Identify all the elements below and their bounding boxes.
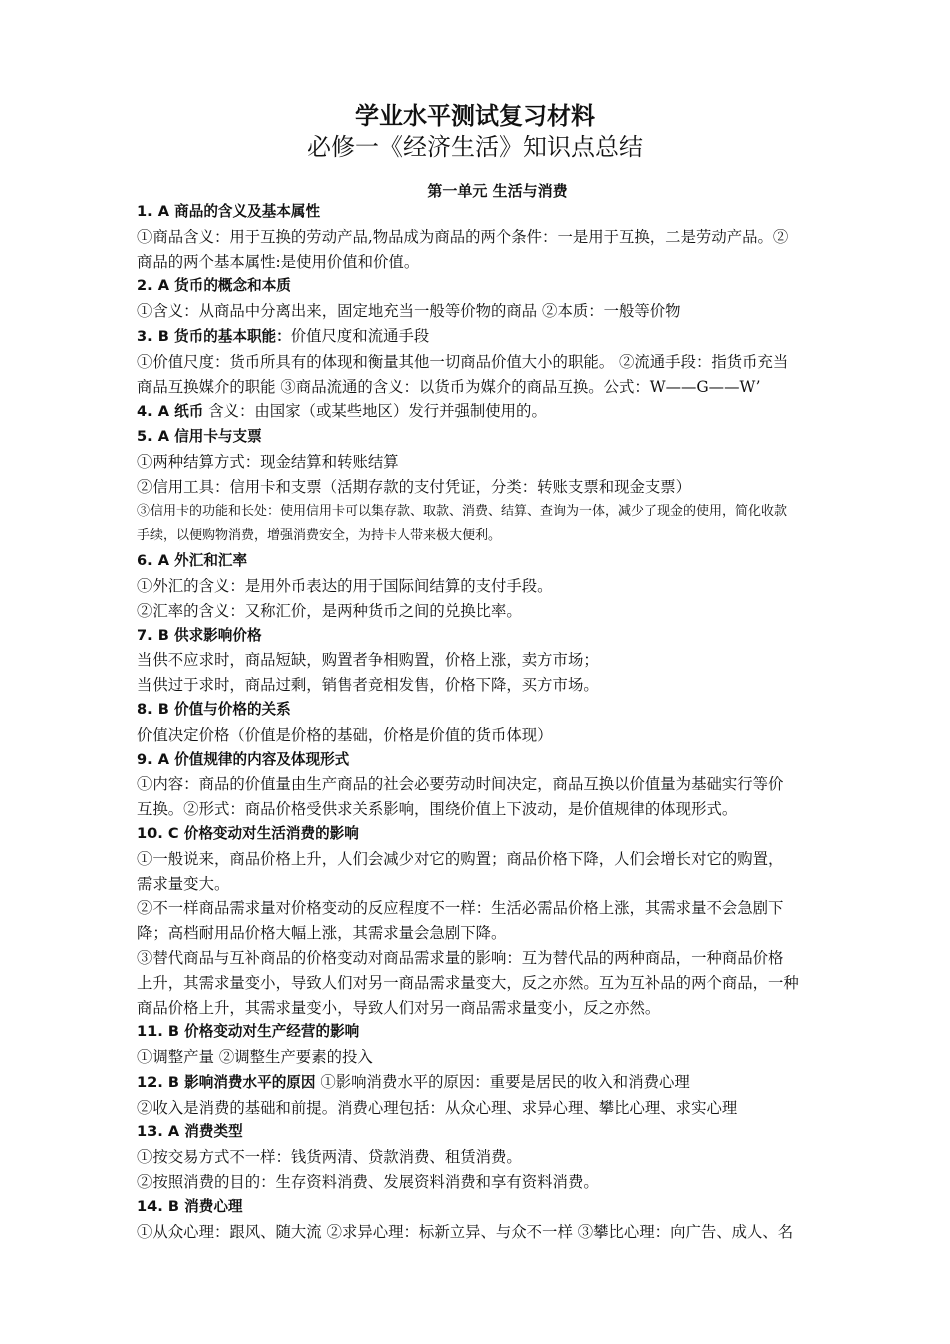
section-text-line: 商品互换媒介的职能 ③商品流通的含义：以货币为媒介的商品互换。公式：W——G——W’ (137, 377, 761, 396)
section-text-line: ①外汇的含义：是用外币表达的用于国际间结算的支付手段。 (137, 576, 553, 595)
section-heading (137, 200, 867, 225)
doc-title: 学业水平测试复习材料 (355, 102, 595, 130)
section-heading (137, 324, 867, 350)
section-heading (137, 274, 867, 299)
section-text-line: ②汇率的含义：又称汇价，是两种货币之间的兑换比率。 (137, 601, 522, 620)
section-heading-label: 3. B 货币的基本职能： (137, 327, 291, 345)
section-heading (137, 1070, 867, 1096)
section-note-line: 手续，以便购物消费，增强消费安全，为持卡人带来极大便利。 (137, 528, 502, 544)
section-text-line: 当供过于求时，商品过剩，销售者竞相发售，价格下降，买方市场。 (137, 676, 599, 695)
section-note-line: ③信用卡的功能和长处：使用信用卡可以集存款、取款、消费、结算、查询为一体，减少了现金的使用，简化收款 (137, 503, 788, 519)
section-text-line: 当供不应求时，商品短缺，购置者争相购置，价格上涨，卖方市场； (137, 651, 599, 670)
section-text-line: ①商品含义：用于互换的劳动产品,物品成为商品的两个条件：一是用于互换，二是劳动产品。② (137, 227, 789, 246)
section-text-line: ①含义：从商品中分离出来，固定地充当一般等价物的商品 ②本质：一般等价物 (137, 302, 681, 321)
section-heading (137, 748, 867, 773)
section-heading-tail: 含义：由国家（或某些地区）发行并强制使用的。 (203, 402, 547, 421)
section-heading-label: 7. B 供求影响价格 (137, 626, 262, 644)
section-heading-tail: ①影响消费水平的原因：重要是居民的收入和消费心理 (315, 1072, 690, 1091)
document-body (137, 200, 867, 1244)
unit-title: 第一单元 生活与消费 (427, 182, 568, 200)
section-heading-label: 4. A 纸币 (137, 403, 204, 421)
section-heading-label: 1. A 商品的含义及基本属性 (137, 203, 321, 220)
section-text-line: 互换。②形式：商品价格受供求关系影响，围绕价值上下波动，是价值规律的体现形式。 (137, 800, 738, 819)
section-text-line: ①一般说来，商品价格上升，人们会减少对它的购置；商品价格下降，人们会增长对它的购置， (137, 849, 784, 868)
section-text-line: ②不一样商品需求量对价格变动的反应程度不一样：生活必需品价格上涨，其需求量不会急剧下 (137, 899, 784, 918)
section-heading-label: 5. A 信用卡与支票 (137, 428, 262, 446)
section-heading (137, 399, 867, 425)
section-text-line: ①价值尺度：货币所具有的体现和衡量其他一切商品价值大小的职能。 ②流通手段：指货币充当 (137, 352, 789, 371)
section-text-line: ②按照消费的目的：生存资料消费、发展资料消费和享有资料消费。 (137, 1173, 599, 1192)
section-heading (137, 549, 867, 574)
section-heading-label: 9. A 价值规律的内容及体现形式 (137, 750, 350, 768)
section-text-line: ①调整产量 ②调整生产要素的投入 (137, 1048, 373, 1067)
section-heading-label: 10. C 价格变动对生活消费的影响 (137, 824, 359, 842)
section-heading (137, 1020, 867, 1045)
section-text-line: ①从众心理：跟风、随大流 ②求异心理：标新立异、与众不一样 ③攀比心理：向广告、成人、名 (137, 1222, 794, 1241)
section-heading (137, 698, 867, 723)
section-text-line: ①内容：商品的价值量由生产商品的社会必要劳动时间决定，商品互换以价值量为基础实行等价 (137, 775, 784, 794)
section-text-line: ②信用工具：信用卡和支票（活期存款的支付凭证，分类：转账支票和现金支票） (137, 477, 692, 496)
doc-subtitle: 必修一《经济生活》知识点总结 (307, 133, 643, 161)
section-text-line: 降；高档耐用品价格大幅上涨，其需求量会急剧下降。 (137, 924, 507, 943)
section-text-line: 需求量变大。 (137, 874, 230, 893)
section-heading (137, 1195, 867, 1220)
section-heading (137, 624, 867, 649)
section-heading-tail: 价值尺度和流通手段 (290, 326, 430, 345)
section-heading-label: 13. A 消费类型 (137, 1123, 243, 1141)
section-text-line: 商品价格上升，其需求量变小，导致人们对另一商品需求量变小，反之亦然。 (137, 998, 661, 1017)
section-text-line: ①两种结算方式：现金结算和转账结算 (137, 452, 399, 471)
section-heading (137, 1120, 867, 1145)
section-heading-label: 11. B 价格变动对生产经营的影响 (137, 1023, 360, 1041)
section-text-line: 上升，其需求量变小，导致人们对另一商品需求量变大，反之亦然。互为互补品的两个商品，一种 (137, 973, 799, 992)
section-text-line: 商品的两个基本属性:是使用价值和价值。 (137, 252, 420, 271)
section-heading-label: 8. B 价值与价格的关系 (137, 700, 291, 718)
section-heading-label: 14. B 消费心理 (137, 1197, 243, 1215)
section-heading-label: 2. A 货币的概念和本质 (137, 277, 291, 295)
section-heading-label: 6. A 外汇和汇率 (137, 552, 248, 570)
section-text-line: ③替代商品与互补商品的价格变动对商品需求量的影响：互为替代品的两种商品，一种商品价格 (137, 948, 784, 967)
section-heading (137, 822, 867, 847)
section-text-line: 价值决定价格（价值是价格的基础，价格是价值的货币体现） (137, 725, 553, 744)
section-text-line: ①按交易方式不一样：钱货两清、贷款消费、租赁消费。 (137, 1148, 522, 1167)
section-heading-label: 12. B 影响消费水平的原因 (137, 1073, 316, 1091)
section-heading (137, 425, 867, 450)
section-text-line: ②收入是消费的基础和前提。消费心理包括：从众心理、求异心理、攀比心理、求实心理 (137, 1098, 738, 1117)
